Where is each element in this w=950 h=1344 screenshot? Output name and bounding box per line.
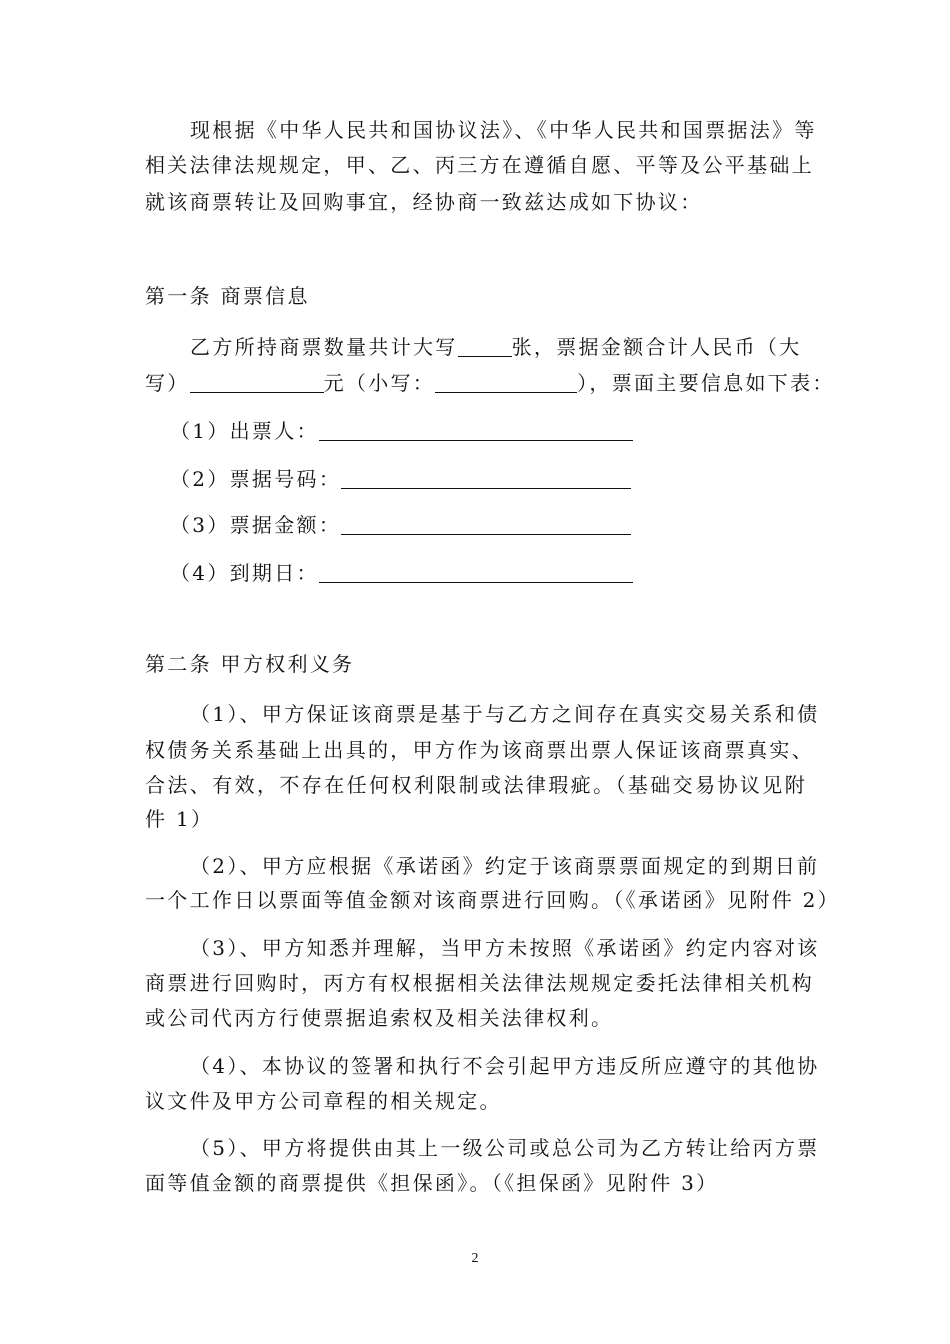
intro-line-2: 相关法律法规规定，甲、乙、丙三方在遵循自愿、平等及公平基础上 — [145, 153, 814, 177]
article-1-para-line-1 — [190, 334, 807, 359]
clause-1-line-3: 合法、有效，不存在任何权利限制或法律瑕疵。（基础交易协议见附 — [145, 773, 807, 797]
clause-4-line-2: 议文件及甲方公司章程的相关规定。 — [145, 1089, 502, 1113]
field-label: （1）出票人： — [170, 419, 319, 443]
intro-line-3: 就该商票转让及回购事宜，经协商一致兹达成如下协议： — [145, 190, 703, 214]
clause-1-line-4: 件 1） — [145, 807, 214, 831]
field-drawer — [170, 418, 630, 443]
text-segment: 元（小写： — [323, 371, 436, 395]
field-bill-number — [170, 466, 630, 491]
clause-1-line-1: （1）、甲方保证该商票是基于与乙方之间存在真实交易关系和债 — [190, 702, 820, 726]
clause-3-line-3: 或公司代丙方行使票据追索权及相关法律权利。 — [145, 1006, 614, 1030]
amount-uppercase-blank — [190, 370, 324, 393]
intro-line-1: 现根据《中华人民共和国协议法》、《中华人民共和国票据法》等 — [190, 118, 817, 142]
text-segment: 写） — [145, 371, 190, 395]
clause-3-line-1: （3）、甲方知悉并理解，当甲方未按照《承诺函》约定内容对该 — [190, 936, 820, 960]
field-label: （2）票据号码： — [170, 467, 342, 491]
page-number: 2 — [471, 1251, 479, 1266]
clause-2-line-2: 一个工作日以票面等值金额对该商票进行回购。（《承诺函》见附件 2） — [145, 888, 840, 912]
field-label: （4）到期日： — [170, 561, 319, 585]
clause-5-line-2: 面等值金额的商票提供《担保函》。（《担保函》见附件 3） — [145, 1171, 719, 1195]
article-2-heading: 第二条 甲方权利义务 — [145, 652, 355, 676]
bill-amount-blank — [341, 512, 631, 535]
bill-number-blank — [341, 466, 631, 489]
due-date-blank — [319, 560, 633, 583]
drawer-blank — [319, 418, 633, 441]
text-segment: 张，票据金额合计人民币（大 — [511, 335, 802, 359]
clause-1-line-2: 权债务关系基础上出具的，甲方作为该商票出票人保证该商票真实、 — [145, 738, 814, 762]
text-segment: ），票面主要信息如下表： — [577, 371, 835, 395]
clause-5-line-1: （5）、甲方将提供由其上一级公司或总公司为乙方转让给丙方票 — [190, 1136, 820, 1160]
article-1-heading: 第一条 商票信息 — [145, 284, 310, 308]
field-label: （3）票据金额： — [170, 513, 342, 537]
clause-3-line-2: 商票进行回购时，丙方有权根据相关法律法规规定委托法律相关机构 — [145, 971, 814, 995]
text-segment: 乙方所持商票数量共计大写 — [190, 335, 458, 359]
count-blank — [458, 334, 512, 357]
field-bill-amount — [170, 512, 630, 537]
field-due-date — [170, 560, 630, 585]
clause-2-line-1: （2）、甲方应根据《承诺函》约定于该商票票面规定的到期日前 — [190, 854, 820, 878]
clause-4-line-1: （4）、本协议的签署和执行不会引起甲方违反所应遵守的其他协 — [190, 1054, 820, 1078]
amount-lowercase-blank — [435, 370, 577, 393]
article-1-para-line-2 — [145, 370, 835, 395]
